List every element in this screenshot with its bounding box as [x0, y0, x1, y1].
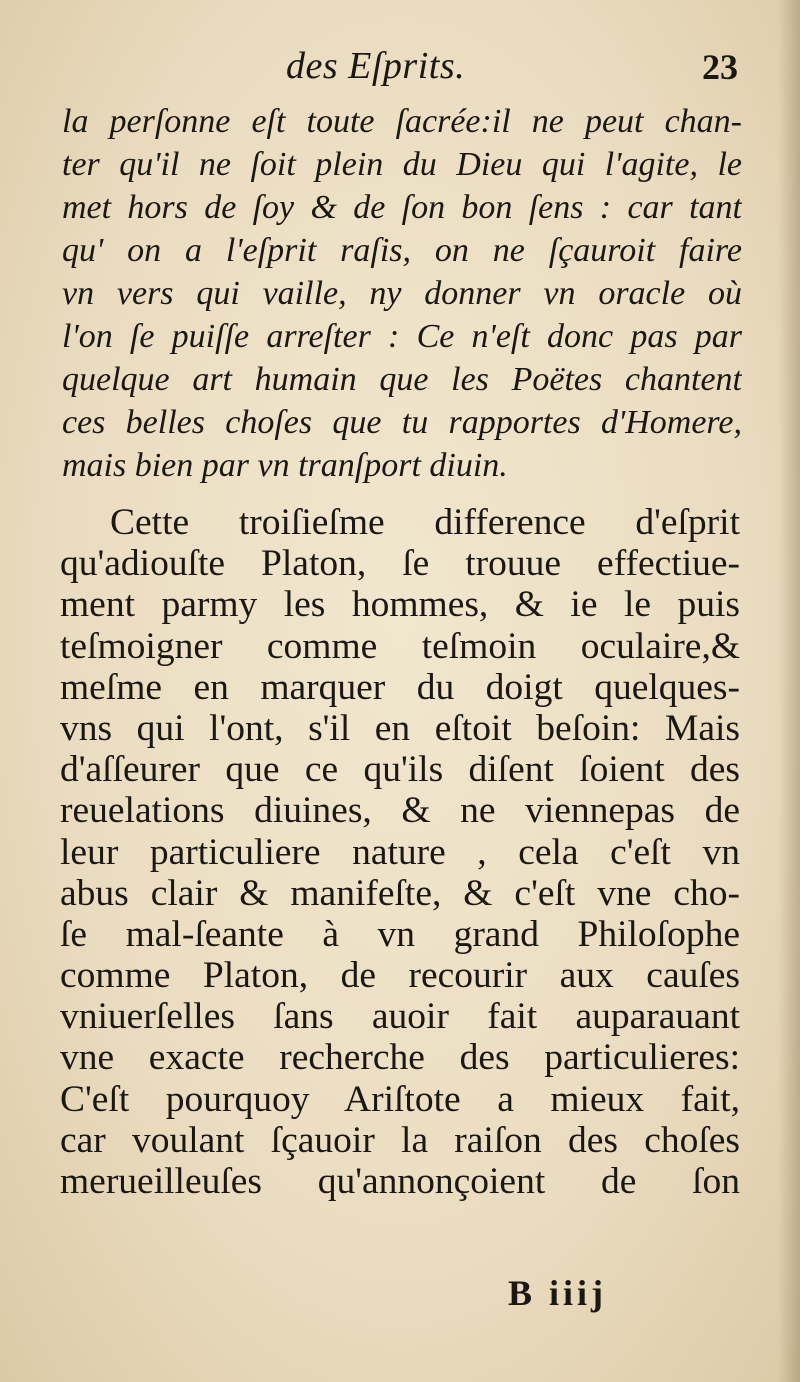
- page-edge-shadow: [778, 0, 800, 1382]
- body-line: leur particuliere nature , cela c'eſt vn: [60, 831, 740, 873]
- italic-line: ter qu'il ne ſoit plein du Dieu qui l'agite, le: [62, 146, 742, 183]
- italic-line: mais bien par vn tranſport diuin.: [62, 447, 508, 484]
- body-line: C'eſt pourquoy Ariſtote a mieux fait,: [60, 1078, 740, 1120]
- body-line: merueilleuſes qu'annonçoient de ſon: [60, 1161, 740, 1202]
- body-line: meſme en marquer du doigt quelques-: [60, 666, 740, 708]
- body-line: Cette troiſieſme difference d'eſprit: [110, 502, 740, 543]
- body-line: vns qui l'ont, s'il en eſtoit beſoin: Mais: [60, 707, 740, 749]
- italic-line: l'on ſe puiſſe arreſter : Ce n'eſt donc pas par: [62, 318, 742, 355]
- italic-line: ces belles choſes que tu rapportes d'Homere,: [62, 404, 742, 441]
- body-line: vniuerſelles ſans auoir fait auparauant: [60, 996, 740, 1038]
- italic-line: la perſonne eſt toute ſacrée:il ne peut chan-: [62, 103, 742, 140]
- italic-line: qu' on a l'eſprit raſis, on ne ſçauroit faire: [62, 232, 742, 269]
- body-line: qu'adiouſte Platon, ſe trouue effectiue-: [60, 543, 740, 585]
- body-line: car voulant ſçauoir la raiſon des choſes: [60, 1119, 740, 1161]
- italic-line: met hors de ſoy & de ſon bon ſens : car tant: [62, 189, 742, 226]
- body-line: d'aſſeurer que ce qu'ils diſent ſoient des: [60, 749, 740, 791]
- body-line: ſe mal-ſeante à vn grand Philoſophe: [60, 913, 740, 955]
- body-paragraph: [60, 502, 740, 1202]
- running-head: des Eſprits.: [286, 45, 466, 87]
- signature-mark: B iiij: [508, 1273, 608, 1313]
- body-line: ment parmy les hommes, & ie le puis: [60, 584, 740, 626]
- body-line: reuelations diuines, & ne viennepas de: [60, 790, 740, 832]
- page-header: [0, 38, 800, 98]
- page-number: 23: [702, 47, 738, 87]
- body-line: comme Platon, de recourir aux cauſes: [60, 955, 740, 997]
- italic-quotation-block: [62, 100, 742, 487]
- body-line: vne exacte recherche des particulieres:: [60, 1037, 740, 1079]
- body-line: abus clair & manifeſte, & c'eſt vne cho-: [60, 872, 740, 914]
- italic-line: vn vers qui vaille, ny donner vn oracle où: [62, 275, 742, 312]
- italic-line: quelque art humain que les Poëtes chantent: [62, 361, 742, 398]
- body-line: teſmoigner comme teſmoin oculaire,&: [60, 625, 740, 667]
